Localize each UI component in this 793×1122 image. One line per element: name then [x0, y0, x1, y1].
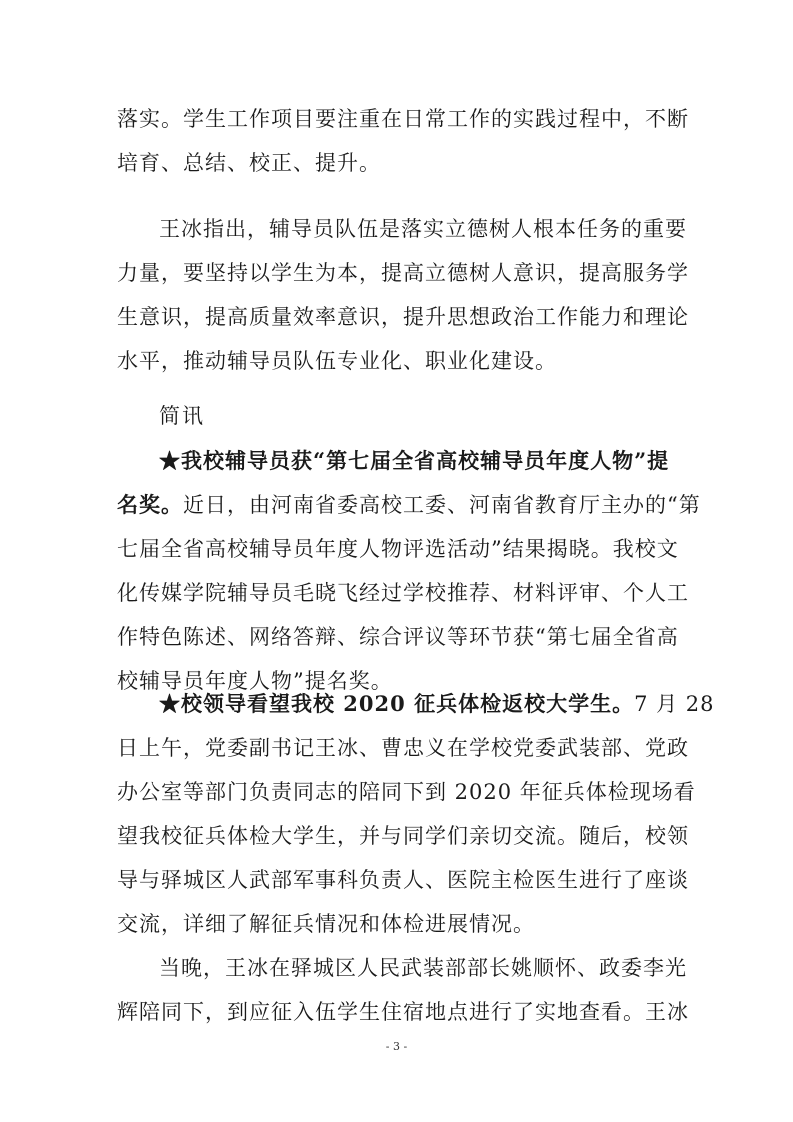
para2-line-3: 生意识，提高质量效率意识，提升思想政治工作能力和理论 — [117, 305, 689, 329]
news1-title-end: 名奖。 — [117, 492, 183, 517]
news1-line-5: 作特色陈述、网络答辩、综合评议等环节获“第七届全省高 — [117, 625, 679, 649]
para1-line-2: 培育、总结、校正、提升。 — [117, 151, 381, 175]
para2-line-1: 王冰指出，辅导员队伍是落实立德树人根本任务的重要 — [159, 217, 687, 241]
news1-title: ★我校辅导员获“第七届全省高校辅导员年度人物”提 — [159, 448, 670, 473]
news1-line-2-text: 近日，由河南省委高校工委、河南省教育厅主办的“第 — [183, 493, 701, 517]
para2-line-4: 水平，推动辅导员队伍专业化、职业化建设。 — [117, 349, 557, 373]
news2-line-3: 办公室等部门负责同志的陪同下到 2020 年征兵体检现场看 — [117, 780, 696, 804]
news2-line-1 — [159, 682, 715, 726]
section-heading: 简讯 — [159, 404, 205, 428]
news2-line-5: 导与驿城区人武部军事科负责人、医院主检医生进行了座谈 — [117, 868, 689, 892]
news1-line-6: 校辅导员年度人物”提名奖。 — [117, 669, 393, 693]
news2-line-4: 望我校征兵体检大学生，并与同学们亲切交流。随后，校领 — [117, 824, 689, 848]
news1-line-2 — [117, 483, 701, 527]
news2-line-6: 交流，详细了解征兵情况和体检进展情况。 — [117, 912, 535, 936]
para3-line-2: 辉陪同下，到应征入伍学生住宿地点进行了实地查看。王冰 — [117, 1000, 689, 1024]
news2-line-2: 日上午，党委副书记王冰、曹忠义在学校党委武装部、党政 — [117, 736, 689, 760]
news1-line-3: 七届全省高校辅导员年度人物评选活动”结果揭晓。我校文 — [117, 537, 679, 561]
news2-title: ★校领导看望我校 2020 征兵体检返校大学生。 — [159, 691, 635, 716]
news1-line-4: 化传媒学院辅导员毛晓飞经过学校推荐、材料评审、个人工 — [117, 581, 689, 605]
news2-line-1-text: 7 月 28 — [634, 692, 715, 716]
page-number: - 3 - — [385, 1040, 408, 1053]
para3-line-1: 当晚，王冰在驿城区人民武装部部长姚顺怀、政委李光 — [159, 956, 687, 980]
para2-line-2: 力量，要坚持以学生为本，提高立德树人意识，提高服务学 — [117, 261, 689, 285]
para1-line-1: 落实。学生工作项目要注重在日常工作的实践过程中，不断 — [117, 107, 689, 131]
